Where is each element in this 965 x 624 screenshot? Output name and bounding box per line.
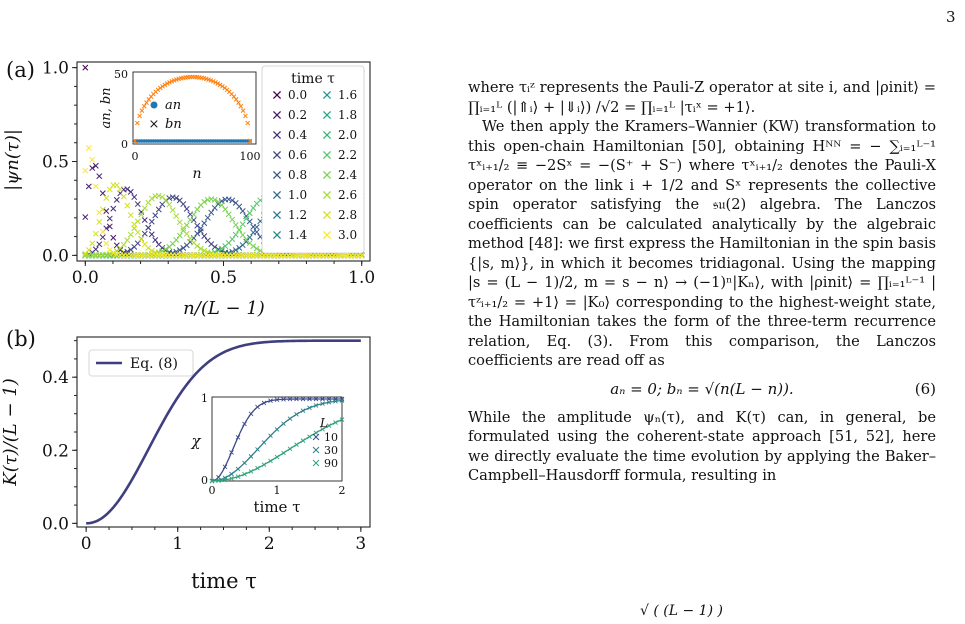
data-point	[142, 231, 147, 236]
data-point	[104, 195, 109, 200]
data-point	[146, 245, 151, 250]
b-ytick-label: 0.0	[41, 514, 69, 535]
legend-a-entry: 0.6	[288, 148, 308, 162]
data-point	[174, 237, 179, 242]
data-point	[195, 207, 200, 212]
legend-a-entry: 0.8	[288, 168, 308, 182]
data-point	[125, 203, 130, 208]
data-point	[132, 222, 137, 227]
data-point	[83, 215, 88, 220]
data-point	[104, 241, 109, 246]
inset-b-legend-entry: 10	[324, 431, 338, 444]
panel-a-ylabel: |ψn(τ)|	[2, 129, 23, 191]
data-point	[97, 242, 102, 247]
paragraph-2: We then apply the Kramers–Wannier (KW) transformation to this open-chain Hamiltonian [50], obtaining Hᴺᴺ = − ∑ᵢ₌₁ᴸ⁻¹ τˣᵢ₊₁/₂ ≡ −2Sˣ = −(S⁺ + S⁻) where τˣᵢ₊₁/₂ denotes the Pauli-X operator on the link i + 1/2 and Sˣ represents the collective spin operator satisfying the 𝔰𝔲(2) algebra. The Lanczos coefficients can be calculated analytically by the algebraic method [48]: we first express the Hamiltonian in the spin basis {|s, m⟩}, in which it becomes tridiagonal. Using the mapping |s = (L − 1)/2, m = s − n⟩ → (−1)ⁿ|Kₙ⟩, with |ρinit⟩ = ∏ᵢ₌₁ᴸ⁻¹ |τᶻᵢ₊₁/₂ = +1⟩ = |K₀⟩ corresponding to the highest-weight state, the Hamiltonian takes the form of the three-term recurrence relation, Eq. (3). From this comparison, the Lanczos coefficients are read off as	[468, 118, 936, 369]
data-point	[93, 231, 98, 236]
inset-a-legend-an: an	[165, 98, 182, 113]
legend-a-entry: 0.0	[288, 88, 308, 102]
panel-a-legend	[262, 66, 364, 253]
data-point	[240, 222, 245, 227]
b-ytick-label: 0.4	[41, 368, 69, 389]
data-point	[125, 187, 130, 192]
data-point	[240, 232, 245, 237]
data-point	[177, 233, 182, 238]
data-point	[114, 197, 119, 202]
data-point	[251, 205, 256, 210]
data-point	[100, 229, 105, 234]
data-point	[128, 189, 133, 194]
a-xtick-label: 0.0	[71, 268, 99, 288]
legend-a-entry: 2.6	[338, 188, 358, 202]
data-point	[97, 210, 102, 215]
inset-b-xtick-1: 1	[273, 484, 281, 497]
b-xtick-label: 1	[172, 534, 184, 554]
data-point	[86, 247, 91, 252]
legend-a-title: time τ	[291, 71, 335, 87]
inset-b-legend-entry: 90	[324, 457, 338, 470]
inset-a-ylabel: an, bn	[99, 87, 114, 129]
inset-a-xtick-0: 0	[131, 150, 139, 163]
legend-a-entry: 3.0	[338, 228, 358, 242]
data-point	[181, 202, 186, 207]
data-point	[90, 241, 95, 246]
data-point	[170, 207, 175, 212]
data-point	[177, 220, 182, 225]
data-point	[359, 253, 364, 258]
panel-a-xlabel: n/(L − 1)	[183, 298, 265, 319]
data-point	[132, 194, 137, 199]
inset-b-xtick-0: 0	[208, 484, 216, 497]
b-xtick-label: 3	[355, 534, 367, 554]
data-point	[195, 223, 200, 228]
inset-a-legend-bn-marker: ×	[148, 117, 160, 132]
panel-b-legend	[89, 350, 193, 376]
data-point	[97, 219, 102, 224]
data-point	[153, 213, 158, 218]
panel-b-inset	[190, 392, 345, 516]
data-point	[149, 196, 154, 201]
inset-a-frame	[133, 72, 256, 144]
data-point	[128, 213, 133, 218]
data-point	[230, 237, 235, 242]
legend-a-entry: 2.8	[338, 208, 358, 222]
b-ytick-label: 0.2	[41, 441, 69, 462]
data-point	[244, 216, 249, 221]
data-point	[233, 232, 238, 237]
data-point	[223, 207, 228, 212]
inset-a-legend-bn: bn	[165, 117, 182, 132]
a-xtick-label: 0.5	[209, 268, 238, 288]
data-point	[191, 212, 196, 217]
data-point	[184, 206, 189, 211]
data-point	[254, 224, 259, 229]
data-point	[111, 235, 116, 240]
data-point	[149, 219, 154, 224]
legend-a-entry: 2.0	[338, 128, 358, 142]
panel-a-label: (a)	[6, 58, 35, 82]
data-point	[142, 217, 147, 222]
text-column	[468, 78, 936, 486]
data-point	[83, 65, 88, 70]
data-point	[195, 243, 200, 248]
data-point	[251, 230, 256, 235]
inset-b-ylabel: χ	[191, 432, 201, 450]
data-point	[100, 235, 105, 240]
panel-a-inset	[99, 68, 261, 182]
data-point	[233, 222, 238, 227]
data-point	[205, 215, 210, 220]
data-point	[167, 202, 172, 207]
legend-a-entry: 1.8	[338, 108, 358, 122]
data-point	[202, 234, 207, 239]
data-point	[153, 237, 158, 242]
inset-a-xtick-100: 100	[239, 150, 261, 163]
paragraph-3: While the amplitude ψₙ(τ), and K(τ) can, in general, be formulated using the coherent-state approach [51, 52], here we directly evaluate the time evolution by applying the Baker–Campbell–Hausdorff formula, resulting in	[468, 408, 936, 484]
data-point	[107, 216, 112, 221]
b-xtick-label: 2	[263, 534, 275, 554]
data-point	[240, 208, 245, 213]
data-point	[237, 228, 242, 233]
data-point	[209, 210, 214, 215]
paragraph-1: where τᵢᶻ represents the Pauli-Z operator at site i, and |ρinit⟩ = ∏ᵢ₌₁ᴸ (|⇑ᵢ⟩ + |⇓ᵢ⟩) /√2 = ∏ᵢ₌₁ᴸ |τᵢˣ = +1⟩.	[468, 79, 936, 116]
inset-b-ytick-1: 1	[201, 392, 208, 405]
data-point	[142, 206, 147, 211]
legend-a-entry: 1.6	[338, 88, 358, 102]
page-number: 3	[946, 8, 956, 26]
legend-a-entry: 0.4	[288, 128, 308, 142]
data-point	[146, 225, 151, 230]
data-point	[251, 244, 256, 249]
a-ytick-label: 0.5	[41, 152, 69, 173]
inset-a-xlabel: n	[192, 166, 202, 182]
inset-a-legend-an-marker	[151, 102, 158, 109]
data-point	[237, 204, 242, 209]
data-point	[139, 236, 144, 241]
data-point	[156, 207, 161, 212]
data-point	[118, 187, 123, 192]
inset-b-frame	[212, 397, 342, 481]
legend-a-entry: 1.4	[288, 228, 308, 242]
data-point	[230, 217, 235, 222]
inset-a-ytick-0: 0	[121, 138, 128, 151]
data-point	[247, 211, 252, 216]
data-point	[121, 242, 126, 247]
data-point	[128, 232, 133, 237]
inset-b-xtick-2: 2	[338, 484, 346, 497]
data-point	[121, 194, 126, 199]
inset-b-legend	[313, 431, 338, 470]
data-point	[125, 238, 130, 243]
equation-8-partial-text: √ ( (L − 1) )	[640, 603, 723, 619]
data-point	[174, 213, 179, 218]
data-point	[100, 191, 105, 196]
legend-a-entry: 0.2	[288, 108, 308, 122]
data-point	[149, 232, 154, 237]
b-xtick-label: 0	[80, 534, 92, 554]
data-point	[111, 206, 116, 211]
inset-a-ytick-50: 50	[114, 68, 128, 81]
legend-a-entry: 1.2	[288, 208, 308, 222]
data-point	[93, 184, 98, 189]
equation-6	[468, 378, 936, 402]
data-point	[184, 231, 189, 236]
data-point	[135, 230, 140, 235]
data-point	[90, 157, 95, 162]
legend-a-entry: 2.4	[338, 168, 358, 182]
a-ytick-label: 1.0	[41, 58, 69, 79]
legend-a-entry: 2.2	[338, 148, 358, 162]
panel-b-xlabel: time τ	[191, 569, 257, 593]
inset-b-xlabel: time τ	[253, 498, 301, 516]
legend-b-label: Eq. (8)	[130, 356, 178, 372]
data-point	[139, 212, 144, 217]
inset-b-legend-entry: 30	[324, 444, 338, 457]
data-point	[107, 187, 112, 192]
data-point	[188, 217, 193, 222]
equation-8-partial	[640, 600, 940, 624]
panel-b-ylabel: K(τ)/(L − 1)	[0, 378, 21, 486]
data-point	[83, 168, 88, 173]
legend-a-entry: 1.0	[288, 188, 308, 202]
panel-b-label: (b)	[6, 327, 36, 351]
data-point	[202, 221, 207, 226]
data-point	[135, 241, 140, 246]
figure	[0, 0, 460, 624]
data-point	[97, 174, 102, 179]
data-point	[86, 145, 91, 150]
data-point	[86, 184, 91, 189]
a-ytick-label: 0.0	[41, 246, 69, 267]
inset-b-ytick-0: 0	[201, 474, 208, 487]
inset-b-legend-title: L	[320, 416, 328, 430]
data-point	[226, 212, 231, 217]
data-point	[93, 247, 98, 252]
data-point	[135, 201, 140, 206]
equation-6-body: aₙ = 0; bₙ = √(n(L − n)).	[610, 379, 794, 398]
data-point	[198, 226, 203, 231]
equation-6-number: (6)	[914, 379, 936, 398]
a-xtick-label: 1.0	[348, 268, 376, 288]
